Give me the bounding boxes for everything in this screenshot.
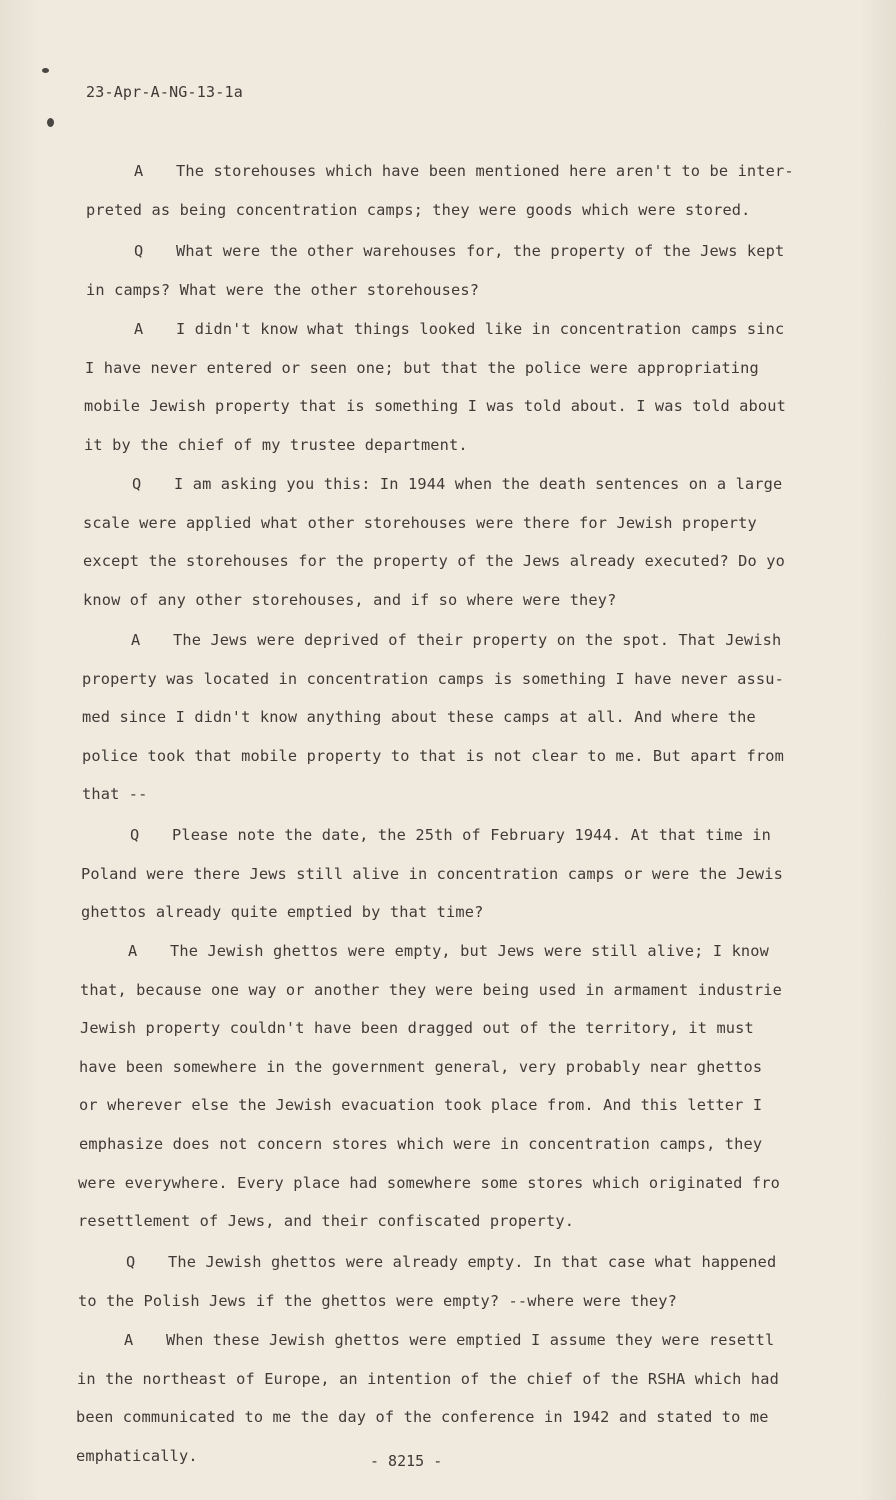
line-text: property was located in concentration camps is something I have never assu- — [82, 669, 784, 688]
transcript-line — [81, 903, 483, 921]
speaker-label: A — [128, 942, 138, 960]
line-text: emphasize does not concern stores which were in concentration camps, they — [79, 1135, 763, 1153]
transcript-line — [80, 981, 782, 999]
speaker-label: A — [134, 162, 144, 180]
line-text: What were the other warehouses for, the property of the Jews kept — [176, 242, 785, 260]
speaker-label: A — [131, 631, 141, 649]
line-text: mobile Jewish property that is something I was told about. I was told about — [84, 397, 786, 416]
document-reference: 23-Apr-A-NG-13-1a — [86, 83, 243, 101]
line-text: The Jewish ghettos were empty, but Jews were still alive; I know — [170, 942, 770, 960]
line-text: preted as being concentration camps; they were goods which were stored. — [86, 200, 751, 219]
transcript-line — [82, 785, 148, 803]
line-text: scale were applied what other storehouses were there for Jewish property — [83, 513, 757, 532]
transcript-line — [84, 397, 786, 415]
transcript-line — [124, 1331, 774, 1349]
transcript-line — [134, 320, 784, 338]
transcript-line — [130, 826, 771, 844]
page-number: - 8215 - — [370, 1452, 443, 1470]
line-text: were everywhere. Every place had somewhere some stores which originated fro — [78, 1173, 780, 1192]
transcript-line — [81, 865, 783, 883]
transcript-line — [79, 1135, 762, 1153]
transcript-line — [131, 631, 781, 649]
line-text: med since I didn't know anything about these camps at all. And where the — [82, 708, 756, 727]
punch-hole-mark — [42, 68, 49, 73]
line-text: that -- — [82, 785, 148, 804]
line-text: in the northeast of Europe, an intention of the chief of the RSHA which had — [77, 1369, 779, 1388]
transcript-line — [82, 747, 784, 765]
transcript-line — [82, 670, 784, 688]
transcript-line — [80, 1019, 754, 1037]
line-text: Jewish property couldn't have been dragged out of the territory, it must — [80, 1019, 754, 1038]
speaker-label: Q — [130, 826, 140, 844]
transcript-line — [134, 242, 784, 260]
transcript-line — [85, 359, 759, 377]
transcript-line — [76, 1408, 769, 1426]
speaker-label: A — [124, 1331, 134, 1349]
line-text: The Jews were deprived of their property on the spot. That Jewish — [173, 631, 782, 649]
line-text: been communicated to me the day of the conference in 1942 and stated to me — [76, 1408, 769, 1427]
transcript-line — [86, 281, 479, 299]
line-text: or wherever else the Jewish evacuation took place from. And this letter I — [79, 1096, 763, 1115]
transcript-line — [76, 1447, 198, 1465]
transcript-line — [83, 552, 785, 570]
line-text: emphatically. — [76, 1446, 198, 1465]
line-text: know of any other storehouses, and if so where were they? — [83, 590, 617, 609]
transcript-line — [83, 591, 617, 609]
line-text: except the storehouses for the property of the Jews already executed? Do yo — [83, 552, 785, 571]
speaker-label: Q — [134, 242, 144, 260]
line-text: The storehouses which have been mentioned here aren't to be inter- — [176, 162, 794, 180]
line-text: I have never entered or seen one; but that the police were appropriating — [85, 358, 759, 377]
transcript-line — [78, 1292, 677, 1310]
transcript-line — [126, 1253, 776, 1271]
line-text: police took that mobile property to that is not clear to me. But apart from — [82, 746, 784, 765]
transcript-line — [82, 708, 756, 726]
transcript-line — [79, 1058, 762, 1076]
line-text: in camps? What were the other storehouses? — [86, 280, 480, 299]
line-text: to the Polish Jews if the ghettos were empty? --where were they? — [78, 1291, 678, 1310]
line-text: Please note the date, the 25th of February 1944. At that time in — [172, 826, 772, 844]
transcript-line — [128, 942, 769, 960]
transcript-line — [83, 514, 757, 532]
transcript-line — [84, 436, 468, 454]
line-text: The Jewish ghettos were already empty. In that case what happened — [168, 1253, 777, 1271]
line-text: Poland were there Jews still alive in concentration camps or were the Jewis — [81, 864, 783, 883]
transcript-line — [132, 475, 782, 493]
line-text: have been somewhere in the government general, very probably near ghettos — [79, 1057, 763, 1076]
transcript-line — [78, 1212, 574, 1230]
line-text: it by the chief of my trustee department. — [84, 435, 468, 454]
speaker-label: Q — [126, 1253, 136, 1271]
line-text: ghettos already quite emptied by that time? — [81, 903, 484, 922]
line-text: that, because one way or another they were being used in armament industrie — [80, 980, 782, 999]
punch-hole-mark — [47, 118, 54, 127]
transcript-line — [134, 162, 794, 180]
transcript-line — [79, 1096, 762, 1114]
speaker-label: A — [134, 320, 144, 338]
transcript-line — [78, 1174, 780, 1192]
line-text: I didn't know what things looked like in concentration camps sinc — [176, 320, 785, 338]
transcript-line — [77, 1370, 779, 1388]
transcript-line — [86, 201, 751, 219]
speaker-label: Q — [132, 475, 142, 493]
line-text: I am asking you this: In 1944 when the death sentences on a large — [174, 475, 783, 493]
line-text: When these Jewish ghettos were emptied I assume they were resettl — [166, 1331, 775, 1349]
line-text: resettlement of Jews, and their confiscated property. — [78, 1212, 575, 1231]
